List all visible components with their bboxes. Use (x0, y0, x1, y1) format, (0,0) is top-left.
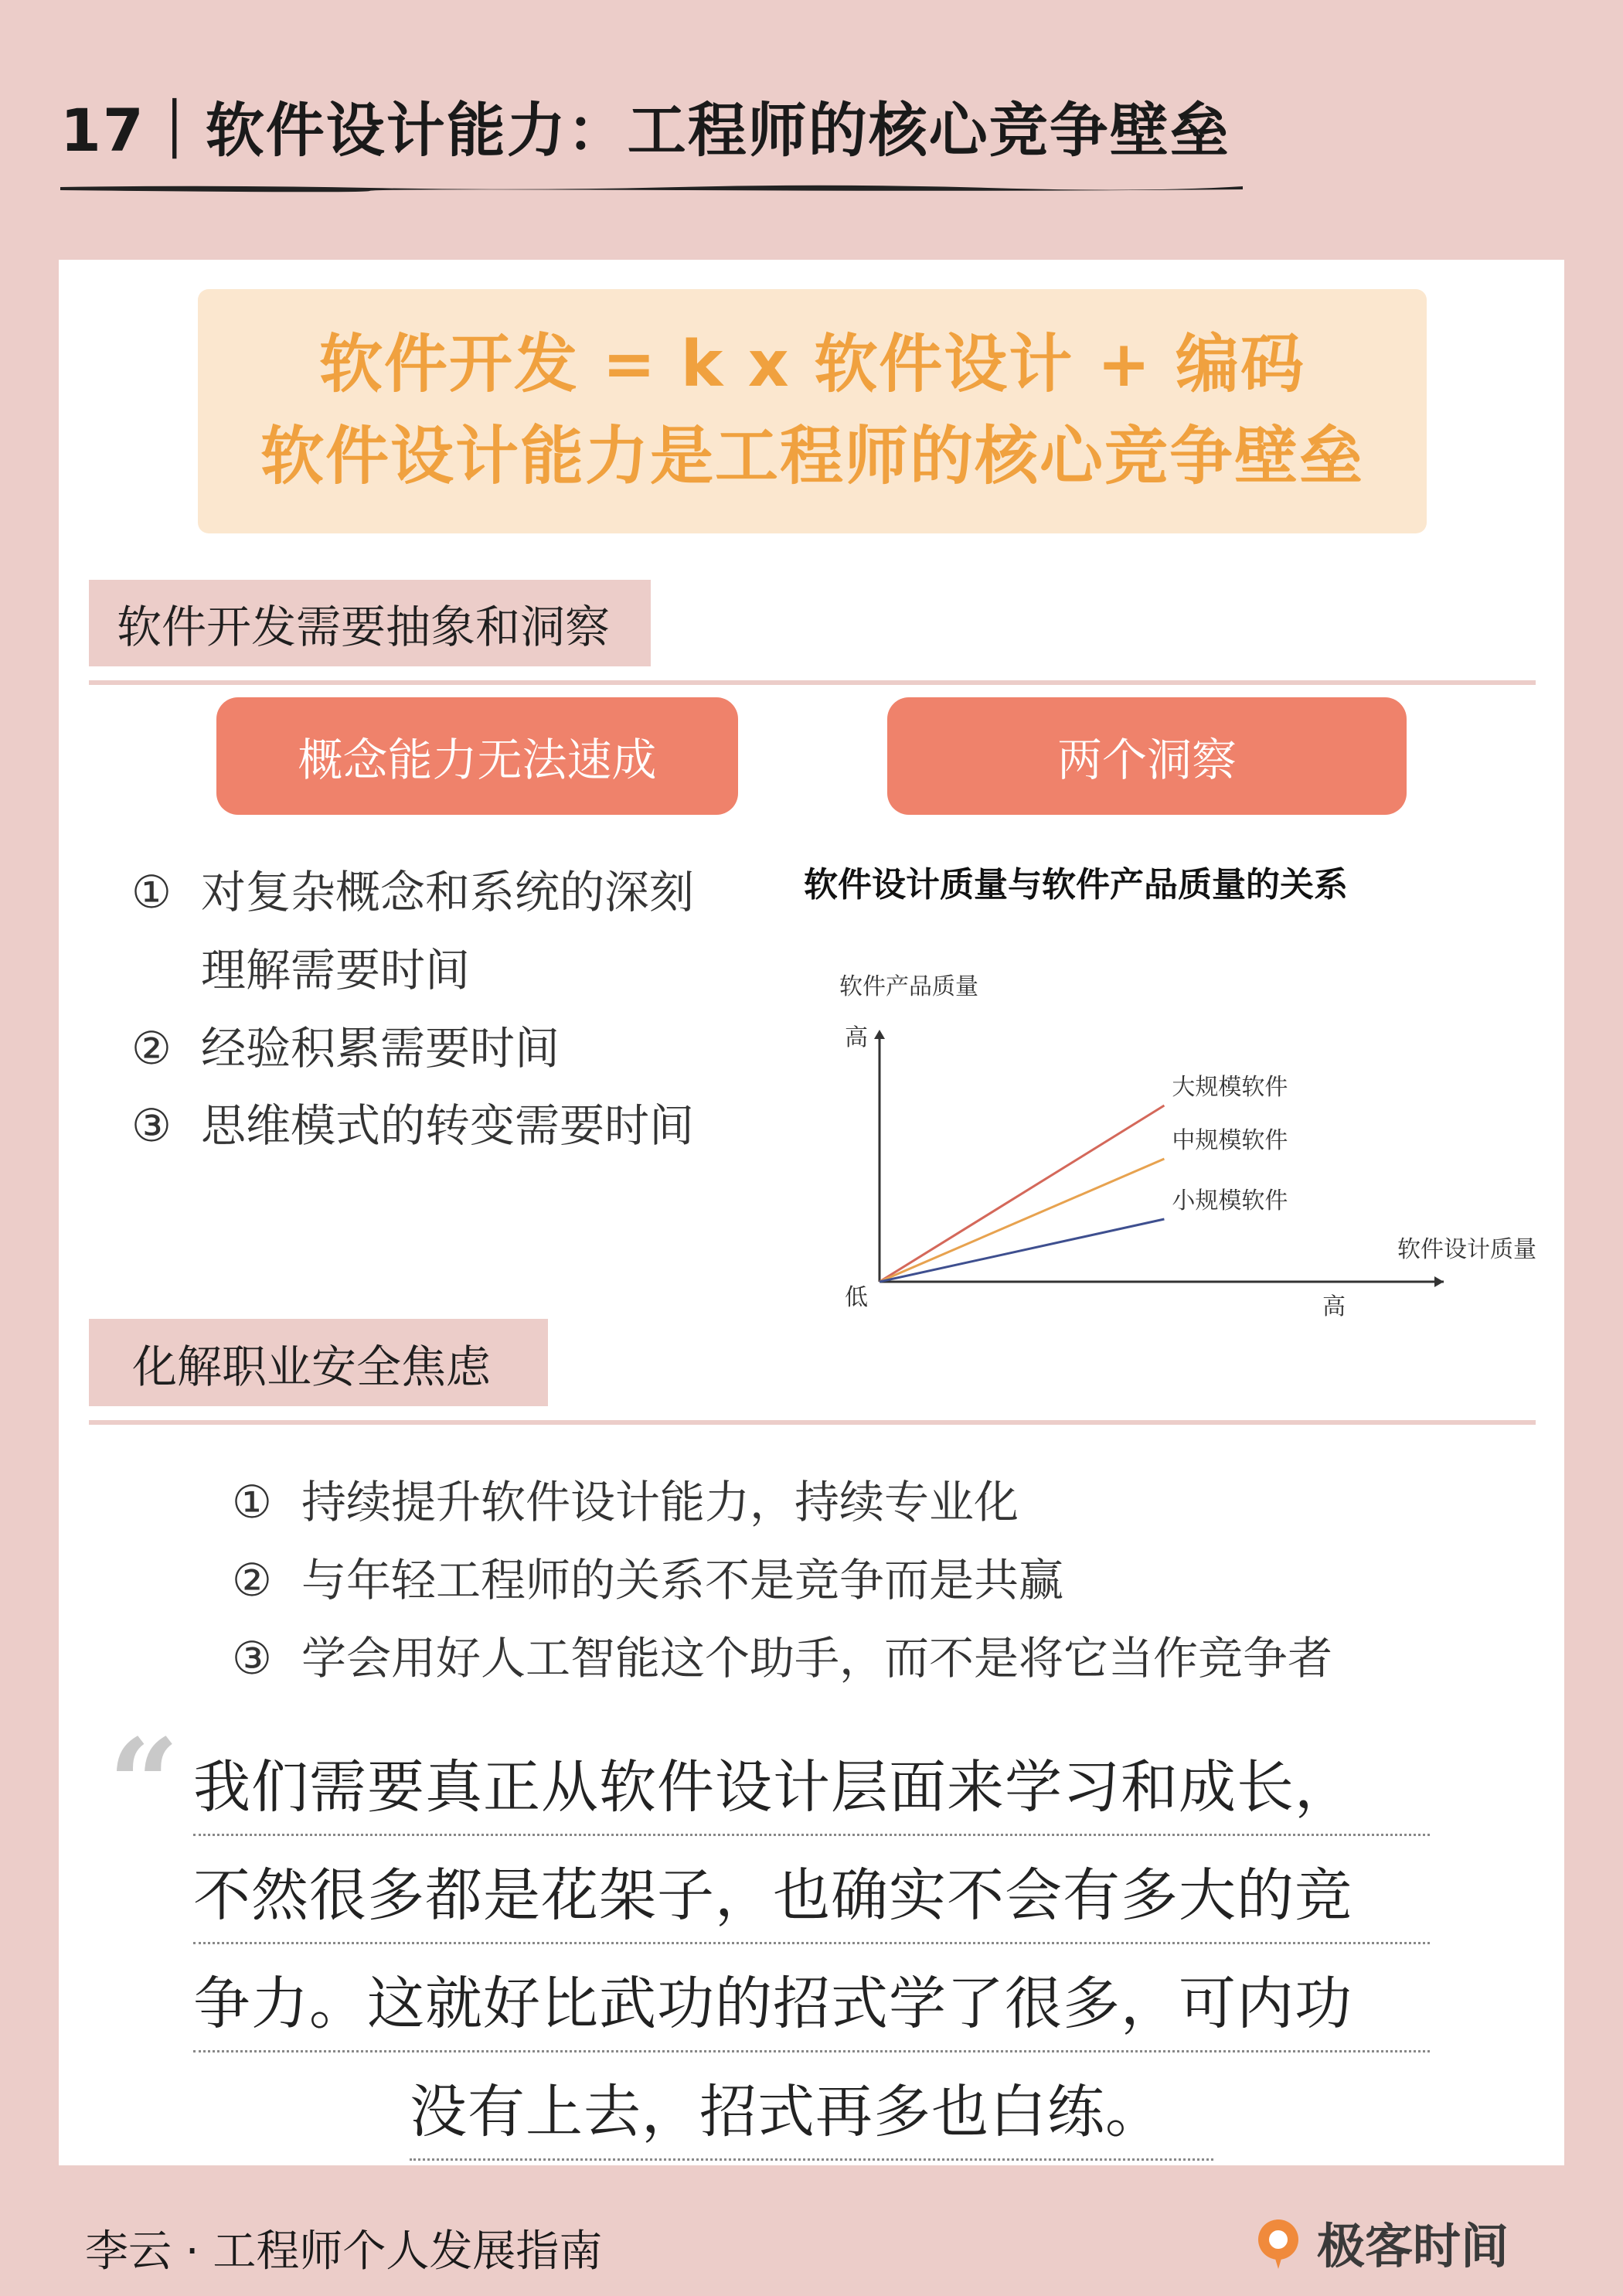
quote-line: 争力。这就好比武功的招式学了很多，可内功 (193, 1957, 1430, 2052)
list-item (131, 853, 694, 931)
series-line-1 (880, 1105, 1164, 1282)
list-text: 经验积累需要时间 (201, 1022, 560, 1075)
geektime-logo-icon (1250, 2215, 1306, 2270)
origin-label: 低 (845, 1284, 868, 1311)
page-title: 17｜软件设计能力：工程师的核心竞争壁垒 (60, 96, 1230, 165)
footer-author: 李云 · 工程师个人发展指南 (85, 2226, 603, 2277)
pill-two-insights: 两个洞察 (887, 697, 1407, 815)
brand-logo (1250, 2208, 1509, 2277)
y-axis-high-label: 高 (845, 1024, 868, 1051)
section-tag-anxiety: 化解职业安全焦虑 (89, 1319, 548, 1406)
list-item (131, 1087, 694, 1164)
chart (812, 959, 1536, 1330)
list-number: ③ (131, 1099, 172, 1152)
list-number: ① (131, 866, 172, 918)
series-label-3: 小规模软件 (1172, 1187, 1288, 1214)
list-item (131, 1010, 560, 1087)
list-text: 对复杂概念和系统的深刻 (201, 866, 695, 918)
list-text: 与年轻工程师的关系不是竞争而是共赢 (301, 1554, 1064, 1606)
quote-line: 没有上去，招式再多也白练。 (410, 2066, 1213, 2161)
header-brush-rule (60, 182, 1243, 193)
series-line-3 (880, 1219, 1164, 1282)
section-divider (89, 1420, 1536, 1425)
y-axis-label: 软件产品质量 (839, 973, 978, 1000)
quote-mark-icon: “ (108, 1712, 180, 1857)
x-axis-arrow-icon (1434, 1276, 1444, 1287)
list-text: 持续提升软件设计能力，持续专业化 (301, 1476, 1019, 1528)
formula-banner (198, 289, 1427, 533)
section-divider (89, 680, 1536, 685)
quote-line: 我们需要真正从软件设计层面来学习和成长， (193, 1741, 1430, 1836)
list-number: ② (232, 1554, 272, 1606)
brand-name: 极客时间 (1317, 2218, 1509, 2274)
quote-line: 不然很多都是花架子，也确实不会有多大的竞 (193, 1849, 1430, 1944)
list-item-continuation: 理解需要时间 (201, 944, 471, 996)
list-item (232, 1541, 1063, 1619)
series-line-2 (880, 1159, 1164, 1282)
chart-title: 软件设计质量与软件产品质量的关系 (804, 865, 1348, 904)
x-axis-label: 软件设计质量 (1397, 1236, 1536, 1263)
y-axis-arrow-icon (874, 1030, 885, 1039)
list-item (232, 1463, 1019, 1541)
list-number: ① (232, 1476, 272, 1528)
series-label-2: 中规模软件 (1172, 1127, 1288, 1154)
list-text: 学会用好人工智能这个助手，而不是将它当作竞争者 (301, 1632, 1333, 1685)
formula-subline: 软件设计能力是工程师的核心竞争壁垒 (260, 420, 1364, 493)
pill-concept-ability: 概念能力无法速成 (216, 697, 738, 815)
x-axis-high-label: 高 (1322, 1293, 1346, 1320)
list-item (232, 1620, 1332, 1697)
section-tag-abstraction: 软件开发需要抽象和洞察 (89, 580, 651, 666)
formula-line: 软件开发 = k x 软件设计 + 编码 (318, 328, 1306, 402)
list-number: ③ (232, 1632, 272, 1685)
list-text: 思维模式的转变需要时间 (201, 1099, 695, 1152)
list-number: ② (131, 1022, 172, 1075)
series-label-1: 大规模软件 (1172, 1074, 1288, 1101)
